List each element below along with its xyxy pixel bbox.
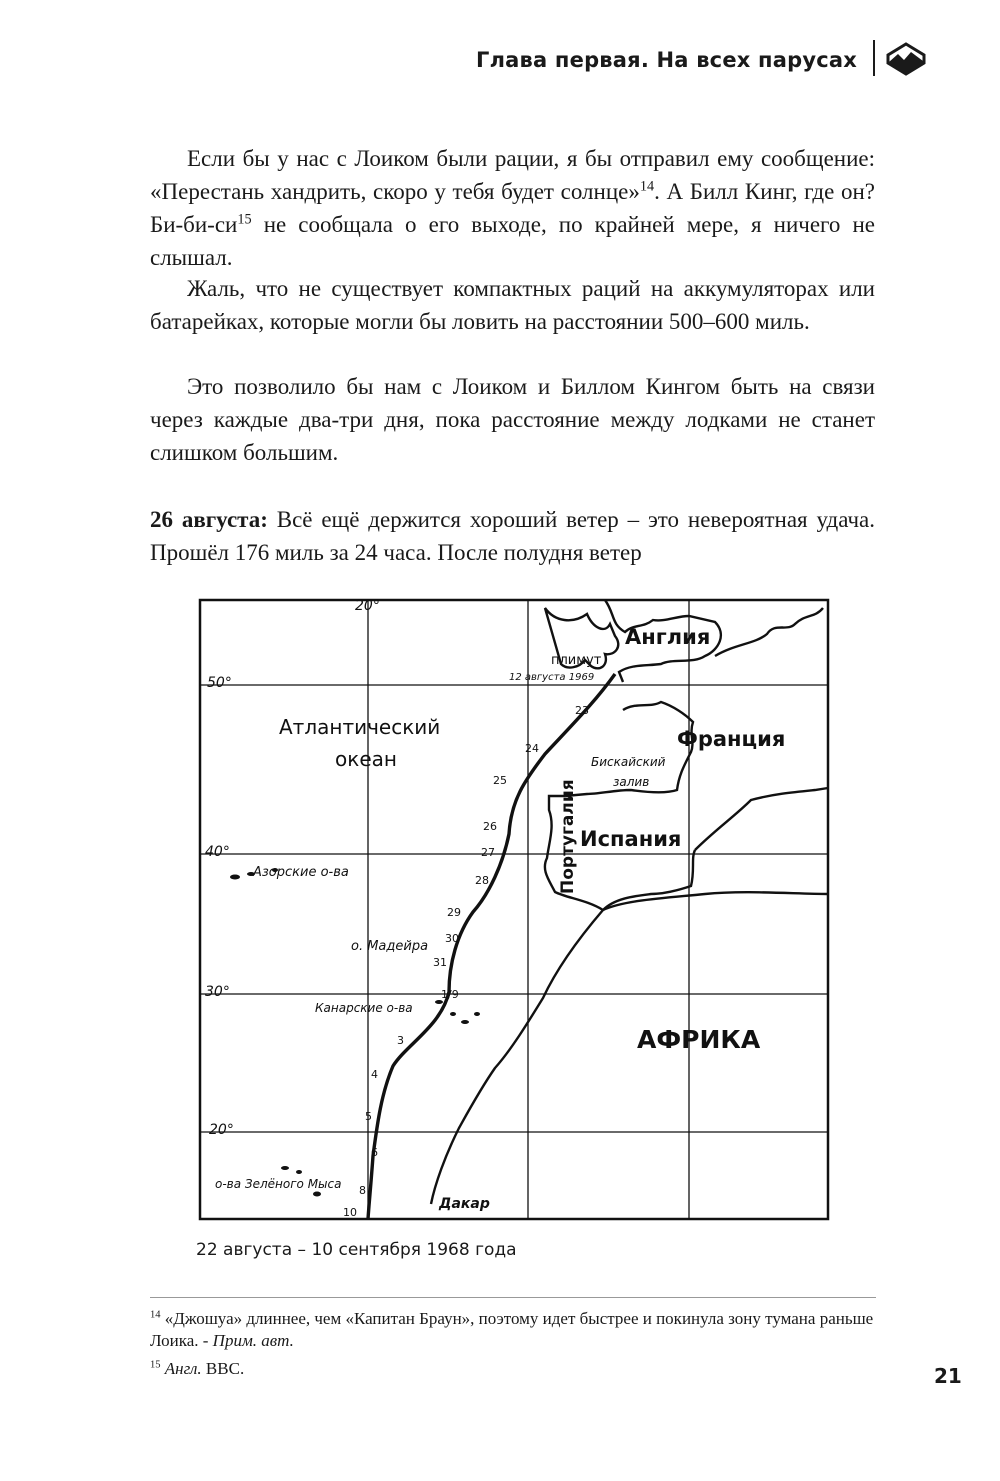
- paragraph-2: [150, 272, 875, 338]
- footnote-15: [150, 1358, 880, 1380]
- header-divider: [873, 40, 875, 76]
- portugal-label: Португалия: [558, 779, 578, 894]
- paragraph-text: Жаль, что не существует компактных раций на аккумуляторах или батарейках, которые могли бы ловить на расстоянии 500–600 миль.: [150, 276, 875, 334]
- day-mark: 24: [525, 742, 539, 755]
- map-caption: 22 августа – 10 сентября 1968 года: [196, 1240, 517, 1260]
- day-mark: 28: [475, 874, 489, 887]
- day-mark: 3: [397, 1034, 404, 1047]
- paragraph-text: не сообщала о его выходе, по крайней мере, я ничего не слышал.: [150, 212, 875, 270]
- paragraph-text: Если бы у нас с Лоиком были рации, я бы отправил ему сообщение: «Перестань хандрить, скоро у тебя будет солнце»: [150, 146, 875, 204]
- paragraph-text: . А Билл Кинг, где он? Би-би-си: [150, 179, 875, 237]
- mountain-logo-icon: [884, 42, 928, 76]
- footnote-number: 14: [150, 1309, 161, 1321]
- footnote-text: BBC.: [201, 1359, 245, 1378]
- paragraph-text: Это позволило бы нам с Лоиком и Биллом Кингом быть на связи через каждые два-три дня, пока расстояние между лодками не станет слишком большим.: [150, 374, 875, 465]
- chapter-title: Глава первая. На всех парусах: [476, 48, 857, 72]
- footnote-divider: [150, 1297, 876, 1298]
- paragraph-1: [150, 142, 875, 274]
- day-mark: 1/9: [441, 988, 459, 1001]
- day-mark: 10: [343, 1206, 357, 1219]
- entry-date: 26 августа:: [150, 507, 268, 532]
- ocean-label-line2: океан: [335, 747, 397, 771]
- azores-label: Азорские о-ва: [253, 865, 349, 880]
- day-mark: 6: [371, 1146, 378, 1159]
- day-mark: 5: [365, 1110, 372, 1123]
- england-label: Англия: [625, 625, 711, 649]
- footnote-number: 15: [150, 1359, 161, 1371]
- map-frame: [200, 600, 828, 1219]
- plymouth-label: плимут: [551, 653, 602, 668]
- day-mark: 25: [493, 774, 507, 787]
- day-marks: [343, 704, 589, 1219]
- biscay-label-line1: Бискайский: [591, 755, 666, 769]
- spain-label: Испания: [580, 827, 682, 851]
- madeira-label: о. Мадейра: [351, 939, 429, 954]
- route-map: [195, 594, 835, 1224]
- running-header: [0, 40, 1000, 90]
- footnote-note: Прим. авт.: [212, 1331, 294, 1350]
- lat-50-label: 50°: [207, 675, 232, 691]
- dakar-label: Дакар: [439, 1196, 490, 1212]
- footnotes: [150, 1308, 880, 1386]
- day-mark: 27: [481, 846, 495, 859]
- biscay-label-line2: залив: [613, 775, 650, 789]
- map-grid: [200, 600, 828, 1219]
- footnote-lang: Англ.: [164, 1359, 202, 1378]
- africa-label: АФРИКА: [637, 1025, 761, 1054]
- coastline: [431, 600, 828, 1204]
- day-mark: 8: [359, 1184, 366, 1197]
- plymouth-date-label: 12 августа 1969: [509, 672, 595, 683]
- footnote-text: «Джошуа» длиннее, чем «Капитан Браун», поэтому идет быстрее и покинула зону тумана раньше Лоика. -: [150, 1309, 874, 1350]
- entry-text: Всё ещё держится хороший ветер – это невероятная удача. Прошёл 176 миль за 24 часа. После полудня ветер: [150, 507, 876, 565]
- cape-verde-label: о-ва Зелёного Мыса: [215, 1177, 342, 1191]
- footnote-14: [150, 1308, 880, 1352]
- lat-30-label: 30°: [205, 984, 230, 1000]
- france-label: Франция: [677, 727, 786, 751]
- paragraph-3: [150, 370, 875, 469]
- footnote-ref-15[interactable]: 15: [237, 211, 252, 228]
- ocean-label-line1: Атлантический: [279, 715, 441, 739]
- page-number: 21: [934, 1364, 962, 1388]
- lat-20-label: 20°: [209, 1122, 234, 1138]
- day-mark: 26: [483, 820, 497, 833]
- islands: [230, 868, 480, 1197]
- day-mark: 4: [371, 1068, 378, 1081]
- day-mark: 31: [433, 956, 447, 969]
- lat-40-label: 40°: [205, 844, 230, 860]
- footnote-ref-14[interactable]: 14: [639, 178, 655, 195]
- day-mark: 29: [447, 906, 461, 919]
- lon-20-label: 20°: [355, 598, 380, 614]
- day-mark: 30: [445, 932, 459, 945]
- canary-islands-label: Канарские о-ва: [315, 1001, 413, 1015]
- diary-entry: [150, 503, 875, 569]
- day-mark: 23: [575, 704, 589, 717]
